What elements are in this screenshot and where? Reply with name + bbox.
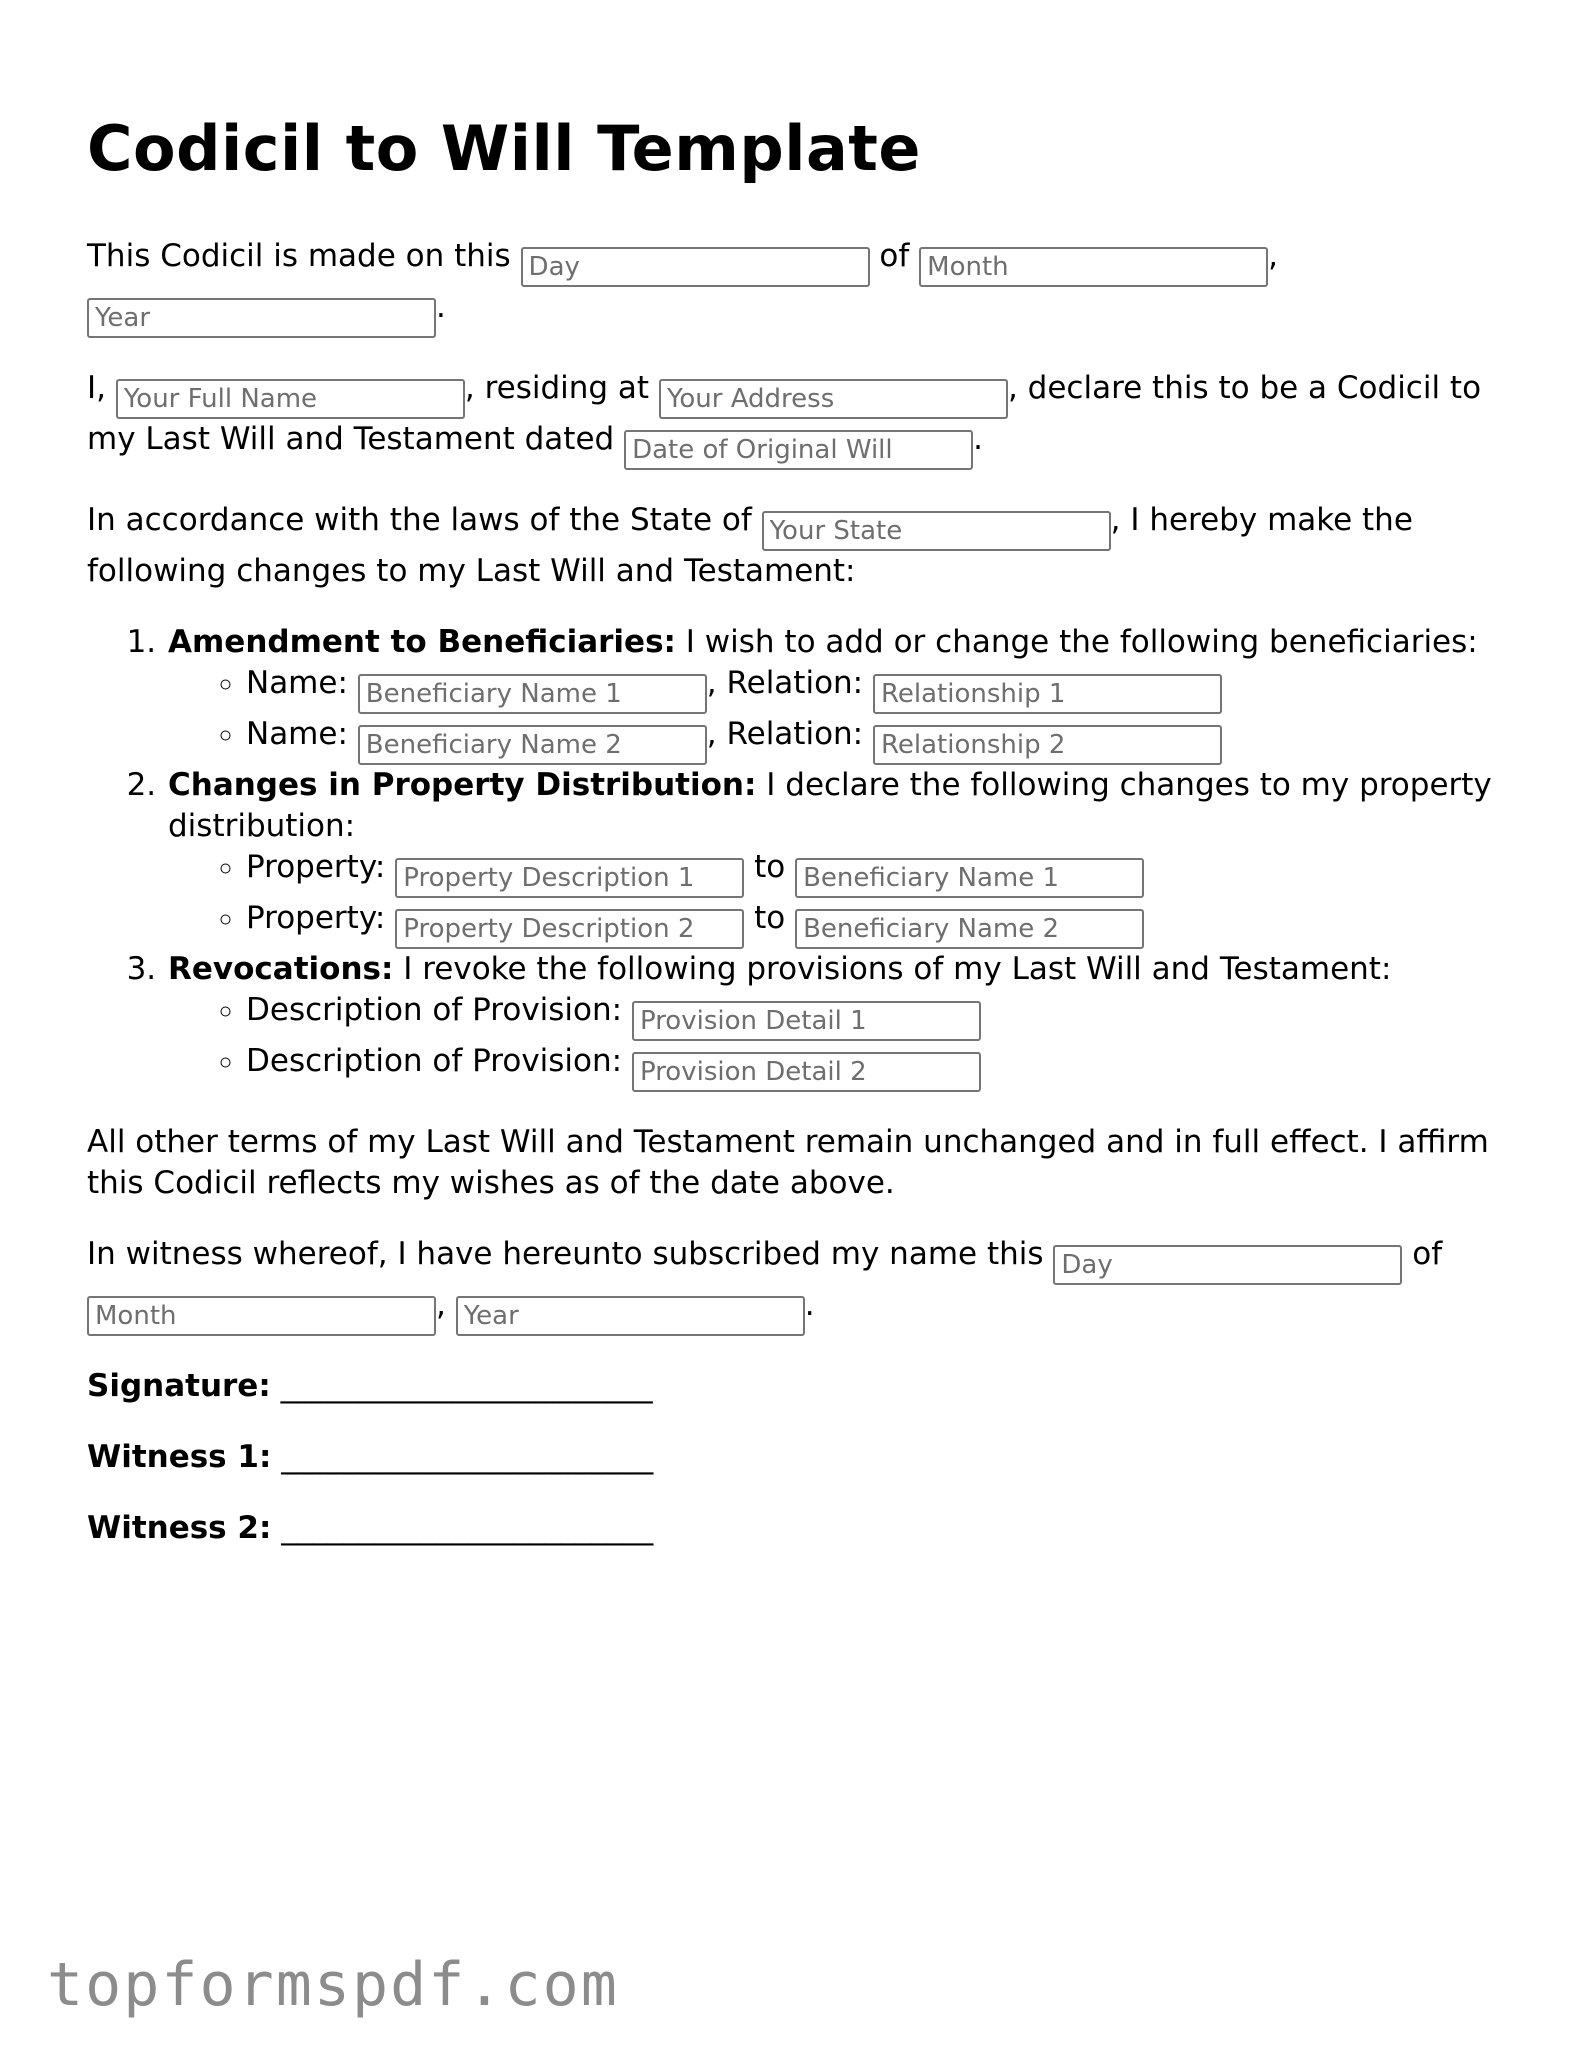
witness-text-1: In witness whereof, I have hereunto subscribed my name this — [87, 1236, 1044, 1272]
provision-row — [246, 990, 1517, 1041]
beneficiaries-section — [166, 622, 1517, 765]
beneficiaries-heading: Amendment to Beneficiaries: — [168, 624, 676, 660]
property-list — [168, 847, 1517, 949]
witness2-label: Witness 2: — [87, 1510, 272, 1546]
witness-text-3: , — [436, 1287, 446, 1323]
witness1-line — [87, 1437, 1517, 1478]
revocations-heading: Revocations: — [168, 951, 394, 987]
signature-label: Signature: — [87, 1368, 271, 1404]
name-label: Name: — [246, 716, 348, 752]
revocations-section — [166, 949, 1517, 1092]
relationship-2-input[interactable] — [873, 725, 1222, 765]
provision-detail-2-input[interactable] — [632, 1052, 981, 1092]
intro-text-4: . — [436, 289, 446, 325]
beneficiary-name-1-input[interactable] — [358, 674, 707, 714]
name-label: Name: — [246, 665, 348, 701]
revocations-text: I revoke the following provisions of my Last Will and Testament: — [403, 951, 1392, 987]
witness1-label: Witness 1: — [87, 1439, 272, 1475]
beneficiaries-text: I wish to add or change the following beneficiaries: — [685, 624, 1478, 660]
declaration-text-2: , residing at — [464, 370, 650, 406]
state-input[interactable] — [762, 511, 1111, 551]
declaration-text-3: , declare this to be a Codicil to my Last Will and Testament dated — [87, 370, 1482, 457]
witness-text-2: of — [1412, 1236, 1443, 1272]
provision-row — [246, 1041, 1517, 1092]
property-label: Property: — [246, 849, 386, 885]
witness-clause-paragraph — [87, 1234, 1517, 1336]
intro-year-input[interactable] — [87, 298, 436, 338]
declaration-text-1: I, — [87, 370, 106, 406]
page-title: Codicil to Will Template — [87, 112, 921, 185]
property-text: I declare the following changes to my property distribution: — [168, 767, 1492, 844]
witness-year-input[interactable] — [456, 1296, 805, 1336]
address-input[interactable] — [659, 379, 1008, 419]
intro-text-2: of — [879, 238, 910, 274]
property-row — [246, 898, 1517, 949]
declaration-text-4: . — [973, 421, 983, 457]
provision-detail-1-input[interactable] — [632, 1001, 981, 1041]
property-description-1-input[interactable] — [395, 858, 744, 898]
watermark: topformspdf.com — [47, 1950, 619, 2020]
witness2-blank: ________________________ — [281, 1510, 654, 1546]
relationship-1-input[interactable] — [873, 674, 1222, 714]
signature-blank: ________________________ — [280, 1368, 653, 1404]
beneficiary-name-2-input[interactable] — [358, 725, 707, 765]
property-label: Property: — [246, 900, 386, 936]
document — [87, 104, 1517, 1579]
intro-month-input[interactable] — [919, 247, 1268, 287]
intro-text-3: , — [1268, 238, 1279, 274]
full-name-input[interactable] — [116, 379, 465, 419]
accordance-text-1: In accordance with the laws of the State of — [87, 502, 752, 538]
property-beneficiary-1-input[interactable] — [795, 858, 1144, 898]
witness-text-4: . — [804, 1287, 815, 1323]
witness-day-input[interactable] — [1053, 1245, 1402, 1285]
intro-text-1: This Codicil is made on this — [87, 238, 511, 274]
accordance-paragraph — [87, 500, 1517, 592]
beneficiary-row — [246, 714, 1517, 765]
property-section — [166, 765, 1517, 949]
relation-label: , Relation: — [706, 665, 864, 701]
signature-line — [87, 1366, 1517, 1407]
relation-label: , Relation: — [706, 716, 864, 752]
intro-day-input[interactable] — [521, 247, 870, 287]
to-label: to — [754, 900, 786, 936]
intro-paragraph — [87, 236, 1517, 338]
accordance-text-2: , I hereby make the following changes to my Last Will and Testament: — [87, 502, 1413, 589]
property-row — [246, 847, 1517, 898]
affirmation-paragraph: All other terms of my Last Will and Testament remain unchanged and in full effect. I affirm this Codicil reflects my wishes as of the date above. — [87, 1124, 1489, 1201]
revocations-list — [168, 990, 1517, 1092]
changes-list — [87, 622, 1517, 1092]
property-beneficiary-2-input[interactable] — [795, 909, 1144, 949]
witness2-line — [87, 1508, 1517, 1549]
beneficiary-row — [246, 663, 1517, 714]
witness-month-input[interactable] — [87, 1296, 436, 1336]
to-label: to — [754, 849, 786, 885]
property-description-2-input[interactable] — [395, 909, 744, 949]
witness1-blank: ________________________ — [281, 1439, 654, 1475]
original-will-date-input[interactable] — [624, 430, 973, 470]
declaration-paragraph — [87, 368, 1517, 470]
provision-label: Description of Provision: — [246, 1043, 623, 1079]
beneficiaries-list — [168, 663, 1517, 765]
property-heading: Changes in Property Distribution: — [168, 767, 757, 803]
provision-label: Description of Provision: — [246, 992, 623, 1028]
